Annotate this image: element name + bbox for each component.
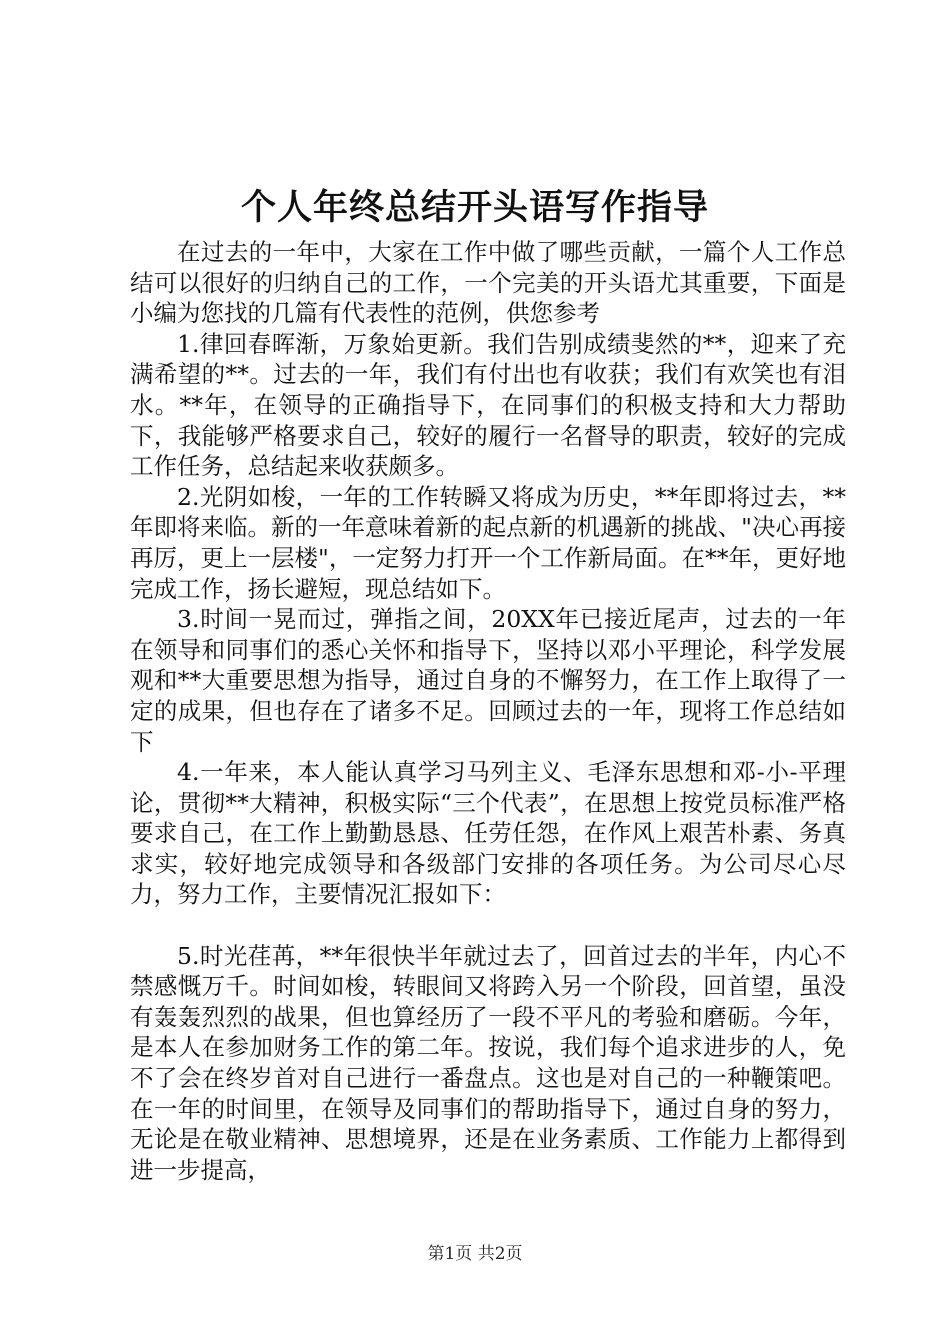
intro-paragraph: 在过去的一年中，大家在工作中做了哪些贡献，一篇个人工作总结可以很好的归纳自己的工作，一个完美的开头语尤其重要，下面是小编为您找的几篇有代表性的范例，供您参考: [130, 238, 846, 328]
example-paragraph-2: 2.光阴如梭，一年的工作转瞬又将成为历史，**年即将过去，**年即将来临。新的一年意味着新的起点新的机遇新的挑战、"决心再接再厉，更上一层楼"，一定努力打开一个工作新局面。在**年，更好地完成工作，扬长避短，现总结如下。: [130, 482, 846, 603]
example-paragraph-5: 5.时光荏苒，**年很快半年就过去了，回首过去的半年，内心不禁感慨万千。时间如梭，转眼间又将跨入另一个阶段，回首望，虽没有轰轰烈烈的战果，但也算经历了一段不平凡的考验和磨砺。今年，是本人在参加财务工作的第二年。按说，我们每个追求进步的人，免不了会在终岁首对自己进行一番盘点。这也是对自己的一种鞭策吧。在一年的时间里，在领导及同事们的帮助指导下，通过自身的努力，无论是在敬业精神、思想境界，还是在业务素质、工作能力上都得到进一步提高，: [130, 941, 846, 1184]
example-paragraph-1: 1.律回春晖渐，万象始更新。我们告别成绩斐然的**，迎来了充满希望的**。过去的一年，我们有付出也有收获；我们有欢笑也有泪水。**年，在领导的正确指导下，在同事们的积极支持和大力帮助下，我能够严格要求自己，较好的履行一名督导的职责，较好的完成工作任务，总结起来收获颇多。: [130, 329, 846, 481]
document-title: 个人年终总结开头语写作指导: [240, 187, 709, 228]
page-number-footer: 第1页 共2页: [427, 1244, 523, 1264]
example-paragraph-3: 3.时间一晃而过，弹指之间，20XX年已接近尾声，过去的一年在领导和同事们的悉心关怀和指导下，坚持以邓小平理论，科学发展观和**大重要思想为指导，通过自身的不懈努力，在工作上取得了一定的成果，但也存在了诸多不足。回顾过去的一年，现将工作总结如下: [130, 605, 846, 756]
example-paragraph-4: 4.一年来，本人能认真学习马列主义、毛泽东思想和邓-小-平理论，贯彻**大精神，积极实际“三个代表”，在思想上按党员标准严格要求自己，在工作上勤勤恳恳、任劳任怨，在作风上艰苦朴素、务真求实，较好地完成领导和各级部门安排的各项任务。为公司尽心尽力，努力工作，主要情况汇报如下：: [130, 758, 846, 909]
document-body: [130, 237, 846, 1185]
